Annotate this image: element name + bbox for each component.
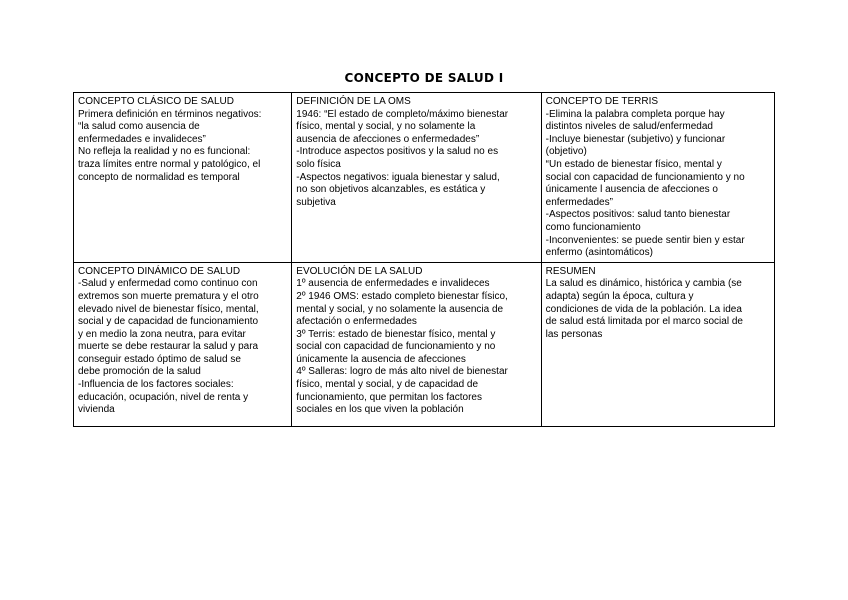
cell-text-line: distintos niveles de salud/enfermedad	[545, 121, 713, 133]
cell-text-line: -Salud y enfermedad como continuo con	[78, 278, 258, 290]
cell-text-line: Primera definición en términos negativos:	[78, 108, 262, 120]
cell-text-line: enfermedades”	[545, 196, 613, 208]
cell-heading: CONCEPTO DINÁMICO DE SALUD	[78, 265, 241, 277]
cell-text-line: educación, ocupación, nivel de renta y	[78, 391, 249, 403]
cell-text-line: 3º Terris: estado de bienestar físico, mental y	[296, 328, 496, 340]
cell-text-line: físico, mental y social, y no solamente la	[296, 121, 476, 133]
cell-heading: EVOLUCIÓN DE LA SALUD	[296, 265, 423, 277]
cell-text-line: vivienda	[78, 404, 115, 416]
cell-text-line: subjetiva	[296, 196, 336, 208]
table-row	[74, 262, 775, 426]
cell-text-line: -Aspectos positivos: salud tanto bienestar	[545, 209, 731, 221]
cell-text-line: solo física	[296, 158, 341, 170]
cell-text-line: concepto de normalidad es temporal	[78, 171, 240, 183]
cell-evolucion-salud	[292, 262, 541, 426]
cell-text-line: únicamente l ausencia de afecciones o	[545, 184, 718, 196]
cell-text-line: no son objetivos alcanzables, es estática y	[296, 184, 486, 196]
cell-text-line: de salud está limitada por el marco social de	[545, 316, 743, 328]
cell-text-line: social con capacidad de funcionamiento y no	[545, 171, 745, 183]
cell-text-line: -Aspectos negativos: iguala bienestar y salud,	[296, 171, 500, 183]
cell-text-line: enfermo (asintomáticos)	[545, 247, 653, 259]
cell-definicion-oms	[292, 93, 541, 263]
cell-concepto-terris	[541, 93, 774, 263]
cell-heading: RESUMEN	[545, 265, 596, 277]
cell-text-line: extremos son muerte prematura y el otro	[78, 290, 259, 302]
cell-text-line: 1º ausencia de enfermedades e invalideces	[296, 278, 490, 290]
cell-text-line: condiciones de vida de la población. La idea	[545, 303, 742, 315]
cell-text-line: -Introduce aspectos positivos y la salud no es	[296, 146, 499, 158]
cell-concepto-dinamico	[74, 262, 292, 426]
cell-text-line: físico, mental y social, y de capacidad de	[296, 379, 479, 391]
cell-text-line: enfermedades e invalideces”	[78, 133, 206, 145]
cell-text-line: 2º 1946 OMS: estado completo bienestar físico,	[296, 290, 508, 302]
cell-heading: CONCEPTO DE TERRIS	[545, 96, 659, 107]
cell-text-line: -Influencia de los factores sociales:	[78, 379, 234, 391]
cell-text-line: 4º Salleras: logro de más alto nivel de bienestar	[296, 366, 508, 378]
cell-text-line: La salud es dinámico, histórica y cambia (se	[545, 278, 742, 290]
cell-text-line: No refleja la realidad y no es funcional:	[78, 146, 251, 158]
cell-text-line: -Inconvenientes: se puede sentir bien y estar	[545, 234, 745, 246]
cell-text-line: muerte se debe restaurar la salud y para	[78, 341, 259, 353]
page-title: CONCEPTO DE SALUD I	[344, 71, 504, 85]
cell-text-line: adapta) según la época, cultura y	[545, 290, 694, 302]
cell-text-line: “Un estado de bienestar físico, mental y	[545, 158, 722, 170]
cell-text-line: las personas	[545, 328, 603, 340]
cell-text-line: “la salud como ausencia de	[78, 121, 200, 133]
cell-text-line: -Elimina la palabra completa porque hay	[545, 108, 725, 120]
cell-resumen	[541, 262, 774, 426]
cell-text-line: funcionamiento, que permitan los factores	[296, 391, 482, 403]
cell-text-line: sociales en los que viven la población	[296, 404, 464, 416]
cell-heading: CONCEPTO CLÁSICO DE SALUD	[78, 96, 234, 107]
cell-heading: DEFINICIÓN DE LA OMS	[296, 96, 411, 107]
cell-text-line: ausencia de afecciones o enfermedades”	[296, 133, 480, 145]
cell-text-line: -Incluye bienestar (subjetivo) y funcionar	[545, 133, 726, 145]
cell-text-line: social y de capacidad de funcionamiento	[78, 316, 259, 328]
cell-text-line: (objetivo)	[545, 146, 587, 158]
cell-text-line: traza límites entre normal y patológico, el	[78, 158, 261, 170]
table-row	[74, 93, 775, 263]
cell-text-line: debe promoción de la salud	[78, 366, 201, 378]
cell-text-line: y en medio la zona neutra, para evitar	[78, 328, 246, 340]
cell-text-line: únicamente la ausencia de afecciones	[296, 353, 466, 365]
cell-concepto-clasico	[74, 93, 292, 263]
cell-text-line: elevado nivel de bienestar físico, mental,	[78, 303, 259, 315]
cell-text-line: 1946: “El estado de completo/máximo bienestar	[296, 108, 509, 120]
cell-text-line: afectación o enfermedades	[296, 316, 417, 328]
cell-text-line: conseguir estado óptimo de salud se	[78, 353, 241, 365]
cell-text-line: mental y social, y no solamente la ausencia de	[296, 303, 504, 315]
cell-text-line: social con capacidad de funcionamiento y no	[296, 341, 496, 353]
cell-text-line: como funcionamiento	[545, 221, 641, 233]
concept-table	[73, 92, 775, 427]
